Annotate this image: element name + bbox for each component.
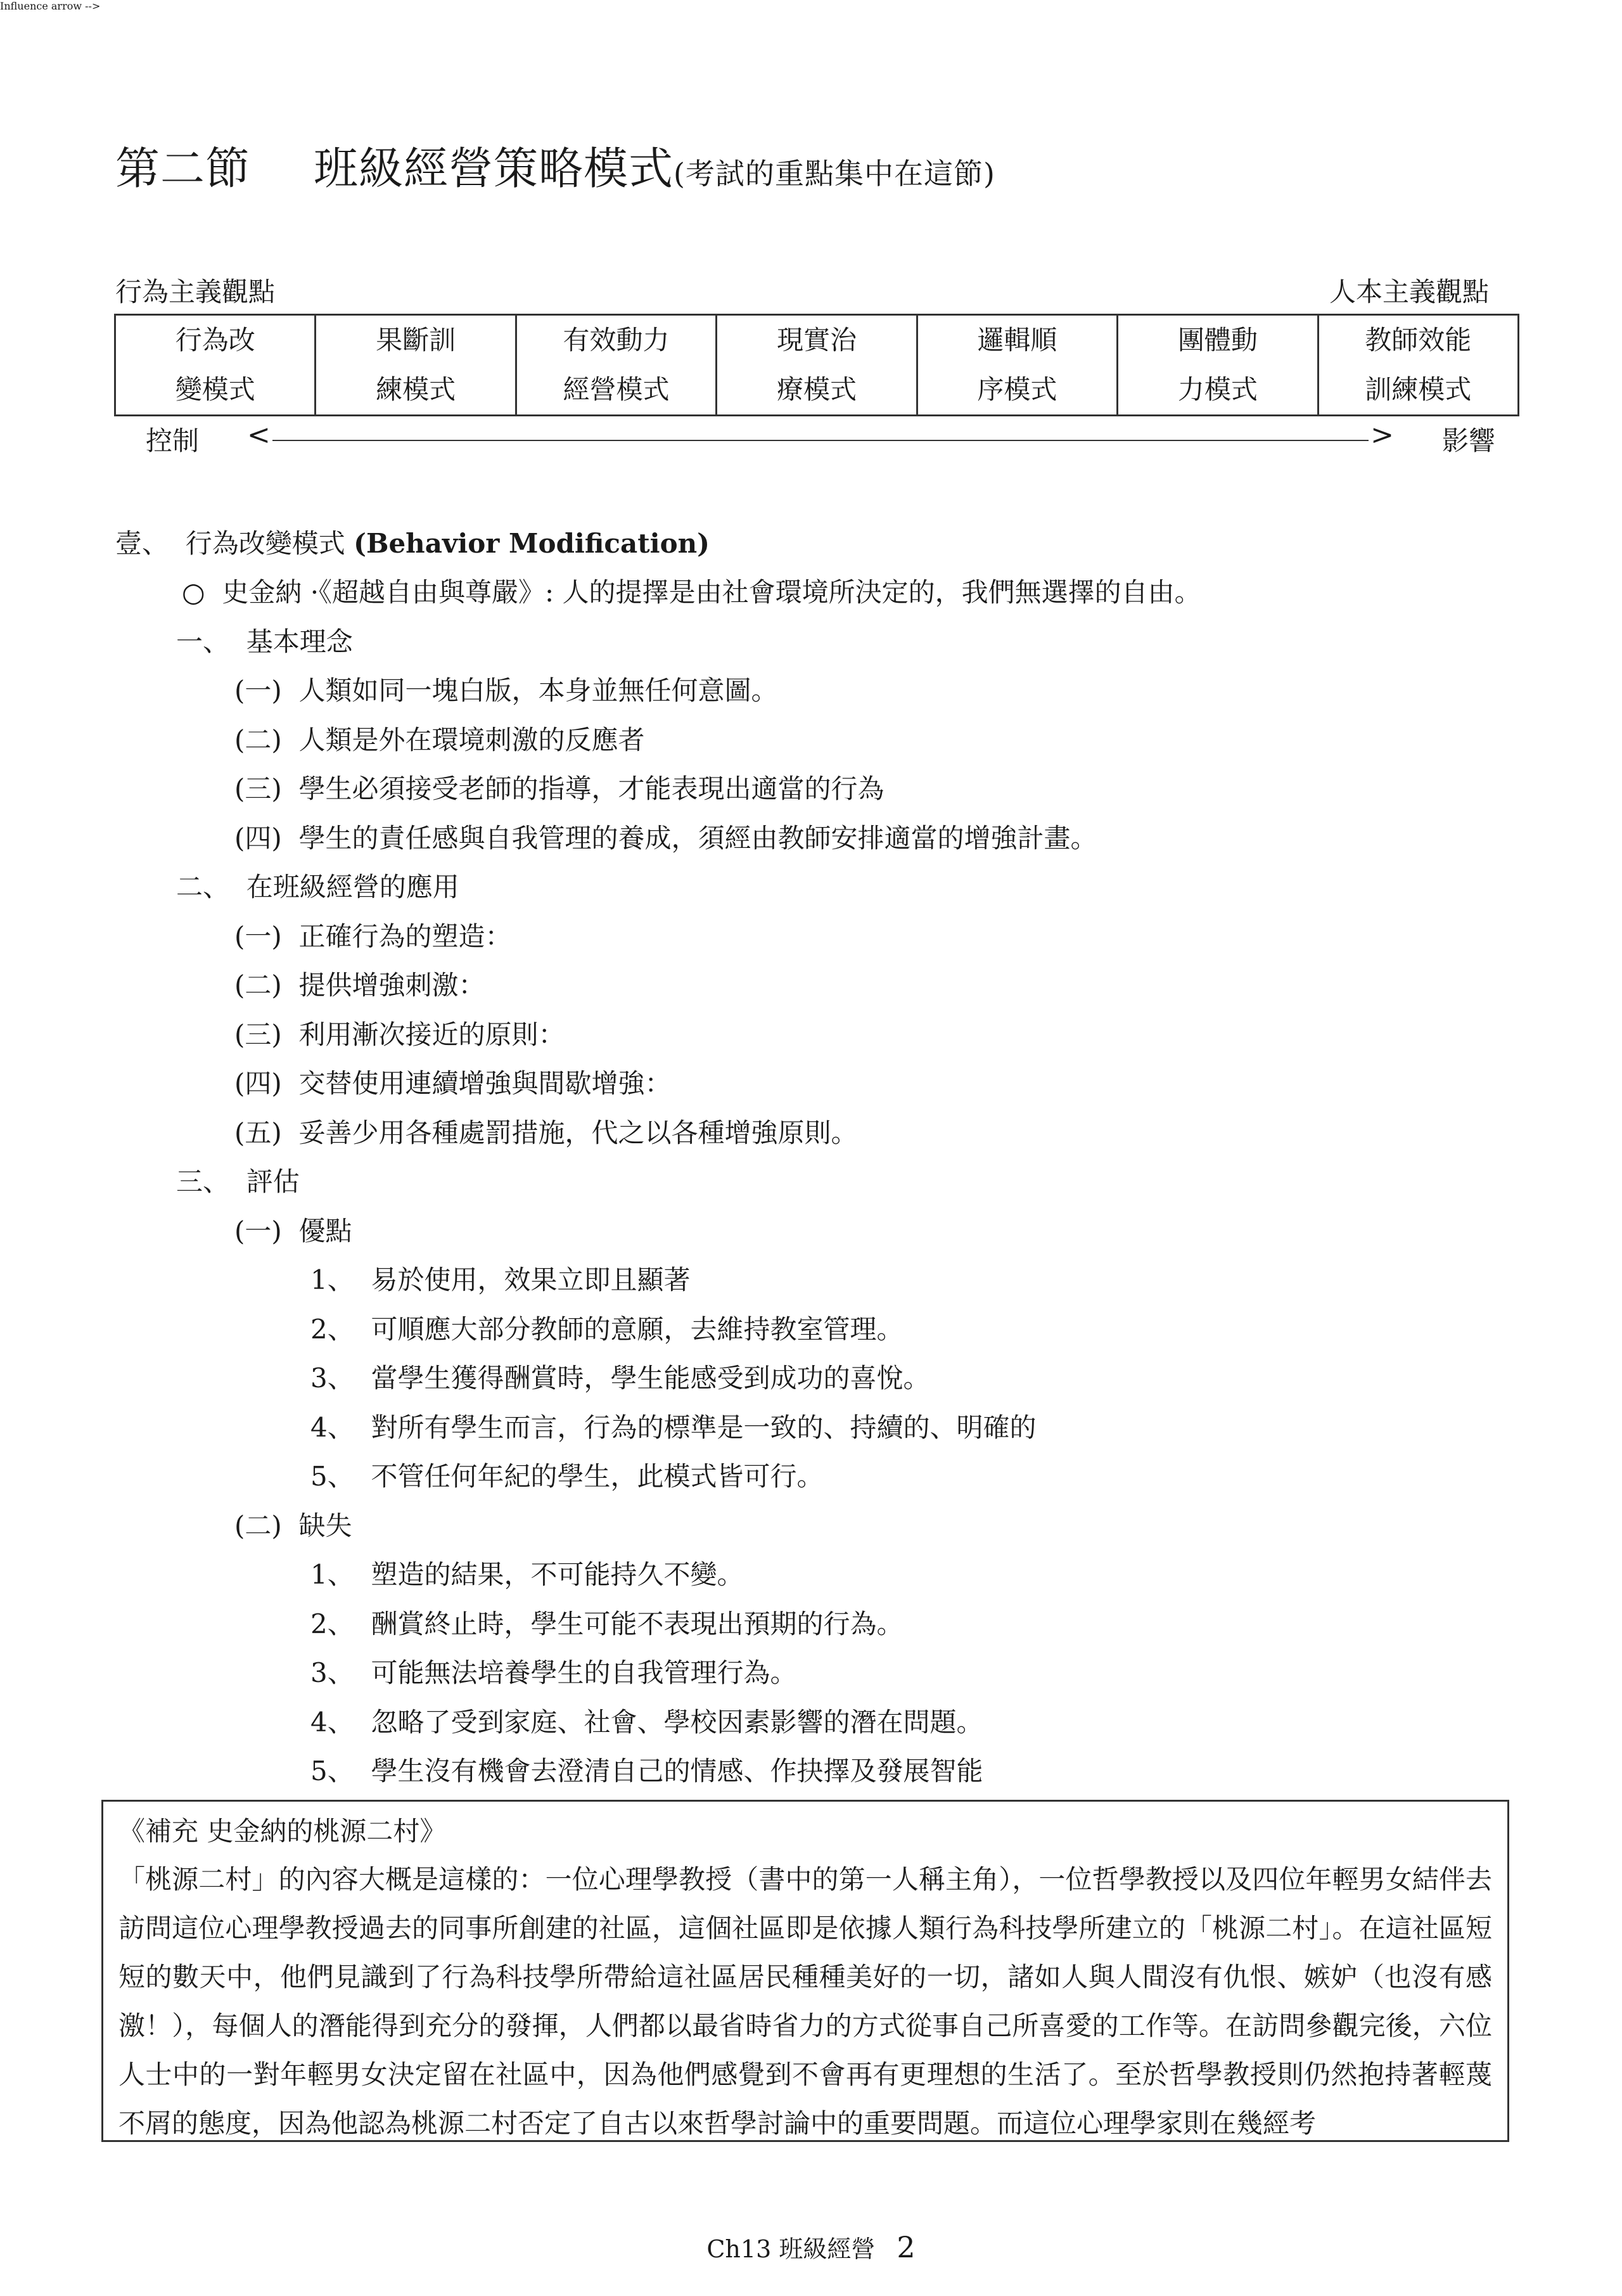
subsection-heading: 一、 基本理念	[176, 626, 353, 657]
list-item: 5、 學生沒有機會去澄清自己的情感、作抉擇及發展智能	[310, 1755, 983, 1786]
subsection-heading: 三、 評估	[176, 1166, 300, 1197]
list-item: (三) 學生必須接受老師的指導，才能表現出適當的行為	[234, 773, 884, 804]
pros-heading: (一) 優點	[234, 1215, 352, 1247]
supplement-body: 「桃源二村」的內容大概是這樣的：一位心理學教授（書中的第一人稱主角），一位哲學教授以及四位年輕男女結伴去訪問這位心理學教授過去的同事所創建的社區，這個社區即是依據人類行為科技學所建立的「桃源二村」。在這社區短短的數天中，他們見識到了行為科技學所帶給這社區居民種種美好的一切，諸如人與人間沒有仇恨、嫉妒（也沒有感激！），每個人的潛能得到充分的發揮，人們都以最省時省力的方式從事自己所喜愛的工作等。在訪問參觀完後，六位人士中的一對年輕男女決定留在社區中，因為他們感覺到不會再有更理想的生活了。至於哲學教授則仍然抱持著輕蔑不屑的態度，因為他認為桃源二村否定了自古以來哲學討論中的重要問題。而這位心理學家則在幾經考	[118, 1864, 1492, 2139]
arrow-line	[272, 440, 1369, 441]
model-cell: 團體動 力模式	[1118, 315, 1318, 416]
section-number: 第二節	[115, 143, 250, 195]
control-influence-arrow	[146, 420, 1495, 458]
models-table	[114, 314, 1519, 416]
list-item: (二) 提供增強刺激：	[234, 970, 485, 1001]
skinner-quote: ○ 史金納 ·《超越自由與尊嚴》: 人的提擇是由社會環境所決定的，我們無選擇的自由。	[182, 577, 1201, 608]
part-heading: 壹、 行為改變模式 (Behavior Modification)	[115, 528, 710, 559]
humanism-label: 人本主義觀點	[1329, 276, 1489, 307]
list-item: 2、 酬賞終止時，學生可能不表現出預期的行為。	[310, 1608, 904, 1639]
list-item: (一) 人類如同一塊白版，本身並無任何意圖。	[234, 675, 778, 706]
section-heading	[115, 133, 995, 197]
behaviorism-label: 行為主義觀點	[115, 276, 276, 307]
list-item: (四) 學生的責任感與自我管理的養成，須經由教師安排適當的增強計畫。	[234, 823, 1097, 854]
model-cell: 邏輯順 序模式	[917, 315, 1117, 416]
list-item: (四) 交替使用連續增強與間歇增強：	[234, 1068, 672, 1099]
influence-label: 影響	[1441, 425, 1495, 456]
page-footer	[0, 2229, 1622, 2264]
list-item: 2、 可順應大部分教師的意願，去維持教室管理。	[310, 1314, 904, 1345]
right-arrowhead-icon: >	[1370, 419, 1394, 451]
model-cell: 有效動力 經營模式	[516, 315, 716, 416]
list-item: 4、 忽略了受到家庭、社會、學校因素影響的潛在問題。	[310, 1707, 983, 1738]
control-label: 控制	[146, 425, 200, 456]
list-item: (三) 利用漸次接近的原則：	[234, 1019, 565, 1050]
left-arrowhead-icon: <	[247, 419, 271, 451]
supplement-title: 《補充 史金納的桃源二村》	[118, 1816, 447, 1847]
page-number: 2	[897, 2230, 916, 2264]
model-cell: 行為改 變模式	[115, 315, 316, 416]
list-item: 1、 易於使用，效果立即且顯著	[310, 1264, 691, 1295]
list-item: (五) 妥善少用各種處罰措施，代之以各種增強原則。	[234, 1117, 858, 1148]
list-item: (一) 正確行為的塑造：	[234, 921, 512, 952]
list-item: 3、 可能無法培養學生的自我管理行為。	[310, 1657, 797, 1688]
list-item: 1、 塑造的結果，不可能持久不變。	[310, 1559, 744, 1590]
list-item: 5、 不管任何年紀的學生，此模式皆可行。	[310, 1461, 824, 1492]
section-note: (考試的重點集中在這節)	[674, 157, 995, 191]
model-cell: 教師效能 訓練模式	[1318, 315, 1518, 416]
supplement-box	[101, 1800, 1509, 2142]
list-item: (二) 人類是外在環境刺激的反應者	[234, 724, 645, 755]
cons-heading: (二) 缺失	[234, 1510, 352, 1541]
circle-bullet-icon: ○	[182, 577, 205, 608]
subsection-heading: 二、 在班級經營的應用	[176, 871, 459, 902]
section-title: 班級經營策略模式	[314, 143, 674, 195]
list-item: 4、 對所有學生而言，行為的標準是一致的、持續的、明確的	[310, 1412, 1037, 1443]
footer-chapter: Ch13 班級經營	[706, 2235, 876, 2263]
model-cell: 果斷訓 練模式	[316, 315, 516, 416]
model-cell: 現實治 療模式	[717, 315, 917, 416]
list-item: 3、 當學生獲得酬賞時，學生能感受到成功的喜悅。	[310, 1363, 930, 1394]
